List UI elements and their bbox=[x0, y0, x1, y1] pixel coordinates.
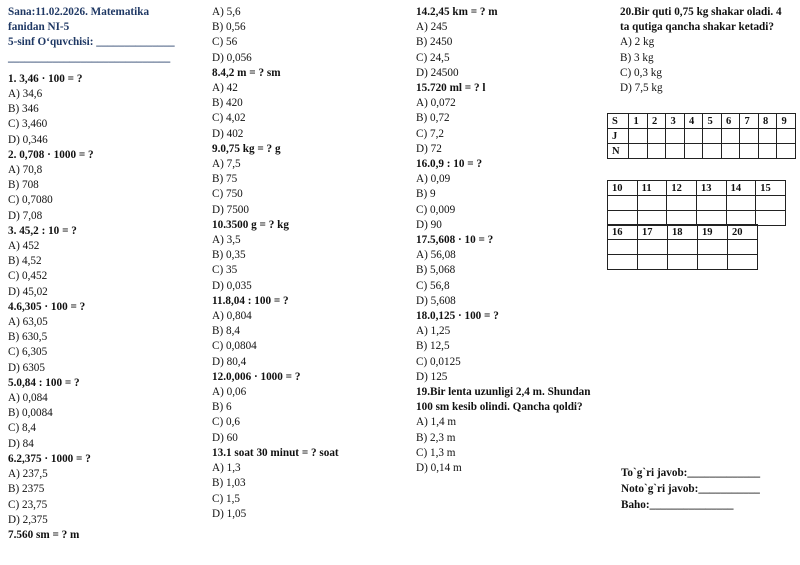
answer-option: D) 7500 bbox=[212, 203, 249, 216]
answer-option: A) 34,6 bbox=[8, 88, 43, 101]
answer-option: B) 12,5 bbox=[416, 340, 450, 353]
answer-option: A) 1,25 bbox=[416, 325, 451, 338]
answer-option: B) 0,56 bbox=[212, 21, 246, 34]
question-title: 12.0,006 · 1000 = ? bbox=[212, 370, 301, 383]
grid-cell bbox=[629, 144, 648, 159]
answer-grid bbox=[607, 113, 796, 159]
grid-blank-row bbox=[608, 240, 758, 255]
grid-cell: 11 bbox=[637, 181, 667, 196]
grid-cell bbox=[684, 129, 703, 144]
answer-option: A) 63,05 bbox=[8, 316, 48, 329]
question-block bbox=[416, 309, 612, 385]
answer-option: C) 6,305 bbox=[8, 346, 48, 359]
header-student: 5-sinf O‘quvchisi: ______________ bbox=[8, 36, 175, 49]
grid-cell: 8 bbox=[758, 114, 777, 129]
grid-cell bbox=[726, 196, 756, 211]
grid-cell: 5 bbox=[703, 114, 722, 129]
answer-option: B) 9 bbox=[416, 188, 436, 201]
answer-grid-10-15 bbox=[607, 180, 786, 226]
answer-option: C) 56,8 bbox=[416, 279, 450, 292]
question-block bbox=[212, 370, 408, 446]
question-7-options bbox=[212, 5, 408, 66]
column-2 bbox=[212, 5, 408, 522]
grid-cell bbox=[698, 240, 728, 255]
grid-cell bbox=[740, 144, 759, 159]
answer-option: C) 1,3 m bbox=[416, 446, 456, 459]
answer-option: D) 0,346 bbox=[8, 133, 48, 146]
answer-option: C) 24,5 bbox=[416, 51, 450, 64]
answer-option: C) 0,7080 bbox=[8, 194, 53, 207]
answer-option: C) 35 bbox=[212, 264, 238, 277]
answer-grid-header-row bbox=[608, 114, 796, 129]
column-4 bbox=[620, 5, 798, 96]
answer-option: A) 0,804 bbox=[212, 310, 252, 323]
header-student-line: _____________________________ bbox=[8, 51, 171, 64]
grid-cell bbox=[758, 129, 777, 144]
answer-option: D) 0,035 bbox=[212, 279, 252, 292]
question-block bbox=[8, 148, 204, 224]
question-title: 5.0,84 : 100 = ? bbox=[8, 376, 80, 389]
question-title: 3. 45,2 : 10 = ? bbox=[8, 224, 77, 237]
answer-option: A) 1,4 m bbox=[416, 416, 457, 429]
answer-option: B) 2375 bbox=[8, 483, 45, 496]
question-title: 15.720 ml = ? l bbox=[416, 82, 486, 95]
answer-option: D) 80,4 bbox=[212, 355, 247, 368]
answer-option: A) 5,6 bbox=[212, 6, 241, 18]
question-block bbox=[620, 5, 798, 96]
grid-cell bbox=[666, 129, 685, 144]
answer-option: D) 402 bbox=[212, 127, 244, 140]
grid-cell: 14 bbox=[726, 181, 756, 196]
grid-cell bbox=[698, 255, 728, 270]
answer-option: B) 6 bbox=[212, 401, 232, 414]
grid-cell bbox=[638, 240, 668, 255]
answer-option: D) 90 bbox=[416, 218, 442, 231]
grid-cell: 19 bbox=[698, 225, 728, 240]
answer-option: B) 75 bbox=[212, 173, 238, 186]
answer-option: D) 45,02 bbox=[8, 285, 48, 298]
grid-cell bbox=[666, 144, 685, 159]
incorrect-answers-line: Noto`g`ri javob:___________ bbox=[621, 483, 760, 495]
grid-cell: 12 bbox=[667, 181, 697, 196]
question-title: 18.0,125 · 100 = ? bbox=[416, 310, 499, 323]
grid-cell bbox=[667, 196, 697, 211]
answer-option: A) 1,3 bbox=[212, 462, 241, 475]
answer-option: D) 60 bbox=[212, 431, 238, 444]
header-subject: fanidan NI-5 bbox=[8, 21, 70, 34]
answer-option: A) 452 bbox=[8, 240, 40, 253]
answer-option: A) 3,5 bbox=[212, 234, 241, 247]
grid-cell: 18 bbox=[668, 225, 698, 240]
answer-option: D) 24500 bbox=[416, 66, 459, 79]
grid-cell bbox=[637, 196, 667, 211]
question-block bbox=[8, 224, 204, 300]
answer-option: C) 0,3 kg bbox=[620, 66, 662, 79]
answer-option: C) 8,4 bbox=[8, 422, 36, 435]
grid-cell bbox=[647, 129, 666, 144]
grid-cell: 16 bbox=[608, 225, 638, 240]
answer-option: B) 2,3 m bbox=[416, 431, 456, 444]
grid-cell: 1 bbox=[629, 114, 648, 129]
grid-cell: 4 bbox=[684, 114, 703, 129]
answer-option: C) 3,460 bbox=[8, 118, 48, 131]
answer-option: D) 7,5 kg bbox=[620, 82, 663, 95]
grid-number-row bbox=[608, 181, 786, 196]
grid-cell: 20 bbox=[728, 225, 758, 240]
grade-line: Baho:_______________ bbox=[621, 499, 734, 511]
answer-option: A) 245 bbox=[416, 21, 448, 34]
question-title: 17.5,608 · 10 = ? bbox=[416, 234, 494, 247]
question-title: 8.4,2 m = ? sm bbox=[212, 66, 281, 79]
answer-option: B) 708 bbox=[8, 179, 39, 192]
answer-grid-row-n bbox=[608, 144, 796, 159]
grid-cell bbox=[647, 144, 666, 159]
column-1 bbox=[8, 5, 204, 543]
header-date: Sana:11.02.2026. Matematika bbox=[8, 6, 150, 18]
grid-cell bbox=[758, 144, 777, 159]
grid-cell bbox=[740, 129, 759, 144]
answer-option: A) 0,09 bbox=[416, 173, 451, 186]
grid-cell bbox=[638, 255, 668, 270]
grid-cell bbox=[777, 129, 796, 144]
answer-option: A) 7,5 bbox=[212, 158, 241, 171]
grid-cell bbox=[756, 211, 786, 226]
answer-option: D) 1,05 bbox=[212, 507, 247, 520]
answer-option: B) 4,52 bbox=[8, 255, 42, 268]
answer-option: B) 1,03 bbox=[212, 477, 246, 490]
grid-cell: N bbox=[608, 144, 629, 159]
question-block bbox=[416, 81, 612, 157]
grid-cell bbox=[608, 196, 638, 211]
grid-cell bbox=[721, 129, 740, 144]
question-title: 11.8,04 : 100 = ? bbox=[212, 294, 289, 307]
answer-option: D) 7,08 bbox=[8, 209, 43, 222]
answer-option: C) 0,0804 bbox=[212, 340, 257, 353]
grid-cell bbox=[728, 240, 758, 255]
answer-option: A) 70,8 bbox=[8, 164, 43, 177]
column-3 bbox=[416, 5, 612, 476]
grid-cell bbox=[696, 196, 726, 211]
question-block bbox=[416, 233, 612, 309]
question-title: 20.Bir quti 0,75 kg shakar oladi. 4 ta qutiga qancha shakar ketadi? bbox=[620, 6, 782, 34]
grid-cell bbox=[703, 144, 722, 159]
answer-option: A) 56,08 bbox=[416, 249, 456, 262]
answer-option: D) 125 bbox=[416, 370, 448, 383]
question-title: 19.Bir lenta uzunligi 2,4 m. Shundan 100 sm kesib olindi. Qancha qoldi? bbox=[416, 386, 591, 414]
answer-option: C) 750 bbox=[212, 188, 243, 201]
answer-option: C) 0,0125 bbox=[416, 355, 461, 368]
answer-option: A) 0,084 bbox=[8, 392, 48, 405]
grid-cell: 13 bbox=[696, 181, 726, 196]
question-block bbox=[212, 218, 408, 294]
answer-option: B) 346 bbox=[8, 103, 39, 116]
question-title-7: 7.560 sm = ? m bbox=[8, 528, 80, 541]
grid-cell bbox=[728, 255, 758, 270]
grid-cell: 17 bbox=[638, 225, 668, 240]
question-title: 9.0,75 kg = ? g bbox=[212, 142, 281, 155]
answer-option: D) 72 bbox=[416, 142, 442, 155]
question-title: 14.2,45 km = ? m bbox=[416, 6, 498, 18]
question-title: 6.2,375 · 1000 = ? bbox=[8, 452, 91, 465]
question-block bbox=[212, 294, 408, 370]
answer-option: C) 23,75 bbox=[8, 498, 48, 511]
answer-option: D) 2,375 bbox=[8, 513, 48, 526]
grid-cell bbox=[629, 129, 648, 144]
grid-cell bbox=[684, 144, 703, 159]
answer-option: B) 630,5 bbox=[8, 331, 48, 344]
grid-cell: 7 bbox=[740, 114, 759, 129]
question-title: 1. 3,46 · 100 = ? bbox=[8, 72, 83, 85]
grid-cell: 15 bbox=[756, 181, 786, 196]
answer-option: C) 0,452 bbox=[8, 270, 48, 283]
answer-option: D) 0,056 bbox=[212, 51, 252, 64]
grid-cell: 6 bbox=[721, 114, 740, 129]
question-block bbox=[8, 72, 204, 148]
question-title: 10.3500 g = ? kg bbox=[212, 218, 289, 231]
correct-answers-line: To`g`ri javob:_____________ bbox=[621, 467, 761, 479]
grid-cell: 3 bbox=[666, 114, 685, 129]
answer-option: B) 8,4 bbox=[212, 325, 240, 338]
grid-cell: 9 bbox=[777, 114, 796, 129]
question-block bbox=[212, 142, 408, 218]
grid-blank-row bbox=[608, 255, 758, 270]
answer-option: C) 7,2 bbox=[416, 127, 444, 140]
answer-option: B) 2450 bbox=[416, 36, 453, 49]
question-title: 13.1 soat 30 minut = ? soat bbox=[212, 446, 339, 459]
grid-blank-row bbox=[608, 196, 786, 211]
answer-option: B) 0,72 bbox=[416, 112, 450, 125]
answer-option: B) 0,0084 bbox=[8, 407, 53, 420]
answer-option: B) 3 kg bbox=[620, 51, 654, 64]
grid-cell bbox=[721, 144, 740, 159]
answer-option: C) 0,009 bbox=[416, 203, 456, 216]
grid-cell bbox=[608, 240, 638, 255]
answer-option: C) 56 bbox=[212, 36, 238, 49]
grid-cell bbox=[668, 255, 698, 270]
grid-cell bbox=[608, 255, 638, 270]
answer-option: D) 84 bbox=[8, 437, 34, 450]
grid-cell: S bbox=[608, 114, 629, 129]
question-title: 2. 0,708 · 1000 = ? bbox=[8, 148, 94, 161]
answer-grid-row-j bbox=[608, 129, 796, 144]
grid-cell: 2 bbox=[647, 114, 666, 129]
answer-option: B) 5,068 bbox=[416, 264, 456, 277]
answer-option: A) 0,072 bbox=[416, 97, 456, 110]
grid-cell bbox=[756, 196, 786, 211]
answer-option: C) 1,5 bbox=[212, 492, 240, 505]
answer-option: C) 0,6 bbox=[212, 416, 240, 429]
answer-option: A) 42 bbox=[212, 82, 238, 95]
answer-option: C) 4,02 bbox=[212, 112, 246, 125]
answer-option: D) 6305 bbox=[8, 361, 45, 374]
answer-option: D) 0,14 m bbox=[416, 462, 462, 475]
question-block bbox=[416, 5, 612, 81]
question-block bbox=[8, 376, 204, 452]
answer-option: D) 5,608 bbox=[416, 294, 456, 307]
question-title: 16.0,9 : 10 = ? bbox=[416, 158, 483, 171]
answer-option: A) 2 kg bbox=[620, 36, 655, 49]
grid-cell: J bbox=[608, 129, 629, 144]
grid-cell bbox=[777, 144, 796, 159]
question-block bbox=[8, 452, 204, 528]
question-block bbox=[416, 385, 612, 476]
question-title: 4.6,305 · 100 = ? bbox=[8, 300, 86, 313]
grid-cell bbox=[668, 240, 698, 255]
answer-option: B) 0,35 bbox=[212, 249, 246, 262]
question-block bbox=[212, 446, 408, 522]
question-block bbox=[212, 66, 408, 142]
grid-cell bbox=[703, 129, 722, 144]
question-block bbox=[8, 300, 204, 376]
question-block bbox=[416, 157, 612, 233]
answer-option: B) 420 bbox=[212, 97, 243, 110]
grid-number-row bbox=[608, 225, 758, 240]
answer-option: A) 0,06 bbox=[212, 386, 247, 399]
grid-cell: 10 bbox=[608, 181, 638, 196]
answer-grid-16-20 bbox=[607, 224, 758, 270]
answer-option: A) 237,5 bbox=[8, 468, 48, 481]
